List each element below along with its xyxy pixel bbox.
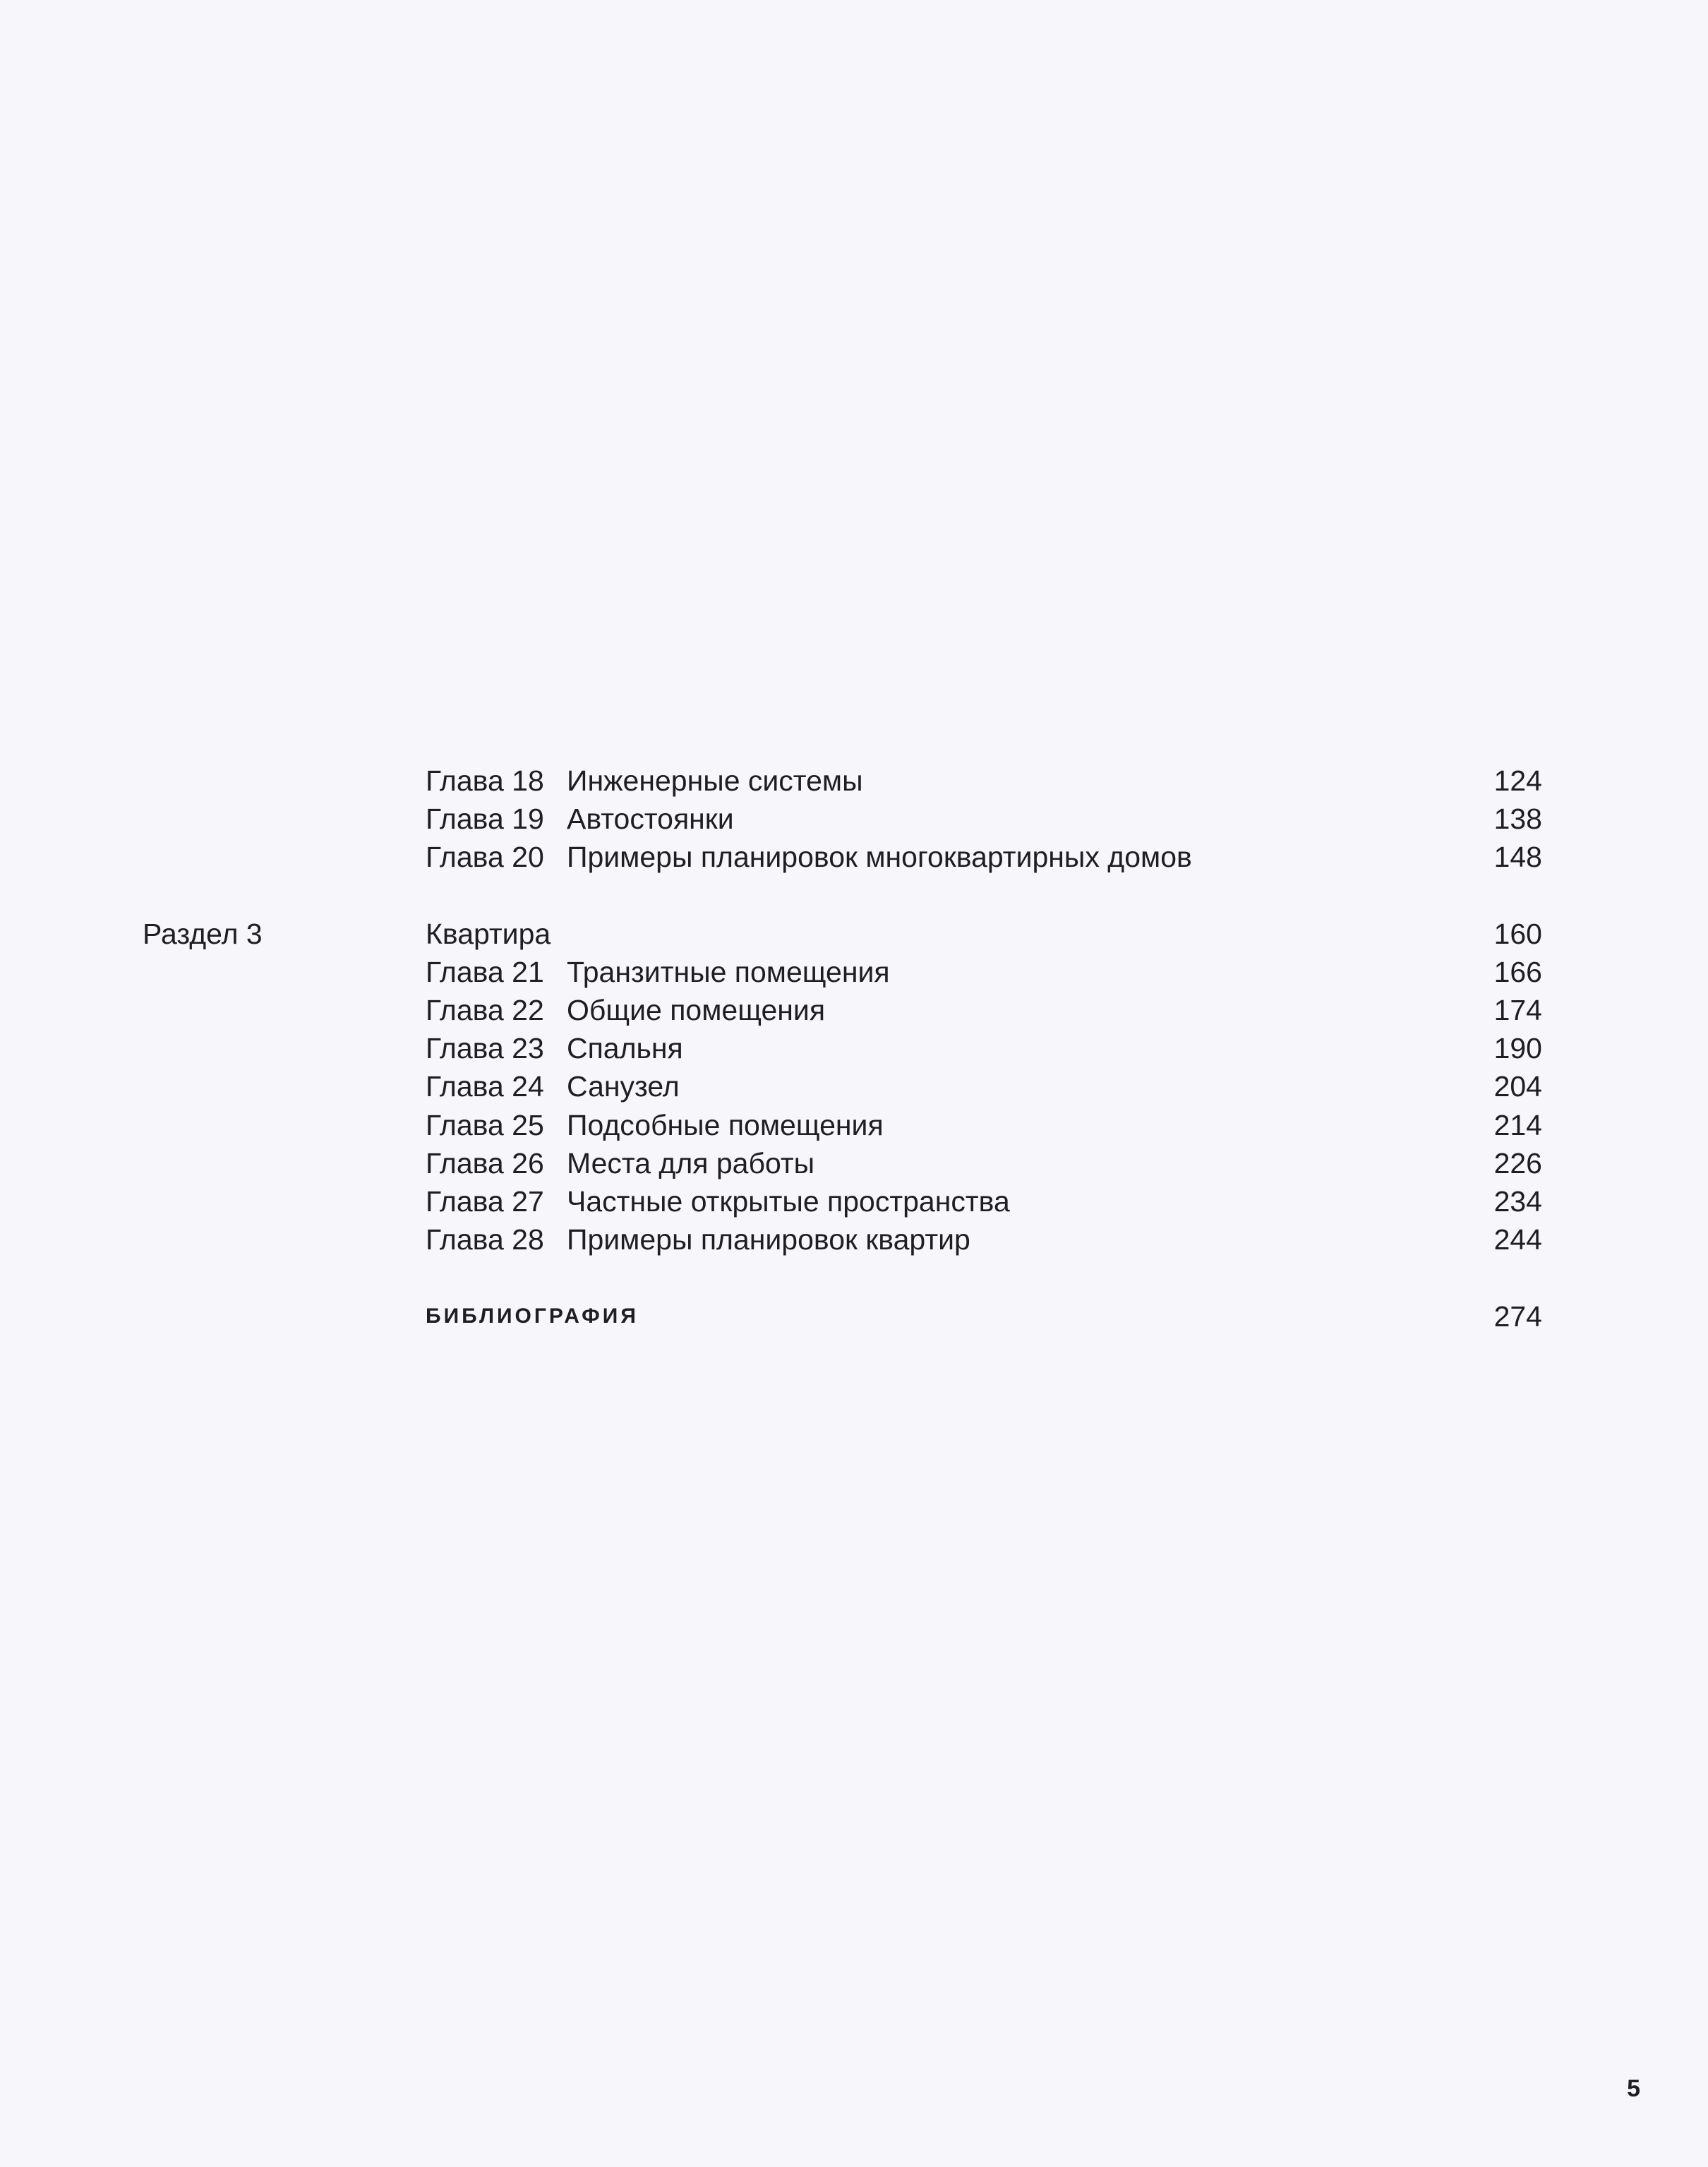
section-title: Квартира <box>426 918 551 950</box>
chapter-title: Общие помещения <box>567 994 826 1026</box>
page-number: 274 <box>1493 1300 1542 1333</box>
toc-row-chapter-24[interactable] <box>0 1067 1708 1105</box>
bibliography-label: БИБЛИОГРАФИЯ <box>426 1304 639 1328</box>
toc-row-chapter-22[interactable] <box>0 991 1708 1029</box>
chapter-number: Глава 28 <box>426 1223 544 1256</box>
toc-row-chapter-18[interactable] <box>0 762 1708 800</box>
page-number: 138 <box>1493 803 1542 835</box>
page-number: 190 <box>1493 1032 1542 1064</box>
chapter-title: Подсобные помещения <box>567 1109 884 1141</box>
chapter-title: Автостоянки <box>567 803 734 835</box>
page-number: 166 <box>1493 956 1542 988</box>
chapter-number: Глава 19 <box>426 803 544 835</box>
toc-row-chapter-28[interactable] <box>0 1220 1708 1259</box>
toc-row-chapter-21[interactable] <box>0 953 1708 991</box>
chapter-title: Примеры планировок многоквартирных домов <box>567 841 1192 873</box>
chapter-number: Глава 22 <box>426 994 544 1026</box>
chapter-title: Транзитные помещения <box>567 956 890 988</box>
page-number: 226 <box>1493 1147 1542 1179</box>
toc-row-chapter-26[interactable] <box>0 1144 1708 1182</box>
chapter-title: Санузел <box>567 1070 680 1103</box>
chapter-number: Глава 27 <box>426 1185 544 1218</box>
chapter-title: Примеры планировок квартир <box>567 1223 970 1256</box>
chapter-number: Глава 20 <box>426 841 544 873</box>
chapter-number: Глава 18 <box>426 764 544 797</box>
chapter-number: Глава 21 <box>426 956 544 988</box>
toc-row-chapter-25[interactable] <box>0 1106 1708 1144</box>
page-number: 174 <box>1493 994 1542 1026</box>
chapter-number: Глава 24 <box>426 1070 544 1103</box>
page-number: 244 <box>1493 1223 1542 1256</box>
toc-row-bibliography[interactable] <box>0 1297 1708 1335</box>
page-number: 214 <box>1493 1109 1542 1141</box>
toc-row-chapter-27[interactable] <box>0 1182 1708 1220</box>
toc-row-chapter-20[interactable] <box>0 838 1708 876</box>
toc-row-section-3[interactable] <box>0 915 1708 953</box>
page-number: 204 <box>1493 1070 1542 1103</box>
chapter-title: Спальня <box>567 1032 683 1064</box>
page-folio: 5 <box>1627 2075 1640 2102</box>
chapter-number: Глава 26 <box>426 1147 544 1179</box>
chapter-number: Глава 23 <box>426 1032 544 1064</box>
chapter-number: Глава 25 <box>426 1109 544 1141</box>
chapter-title: Места для работы <box>567 1147 815 1179</box>
toc-row-chapter-23[interactable] <box>0 1029 1708 1067</box>
page-number: 234 <box>1493 1185 1542 1218</box>
page-number: 148 <box>1493 841 1542 873</box>
page-number: 124 <box>1493 764 1542 797</box>
page-number: 160 <box>1493 918 1542 950</box>
section-number: Раздел 3 <box>143 918 263 950</box>
toc-row-chapter-19[interactable] <box>0 800 1708 838</box>
chapter-title: Частные открытые пространства <box>567 1185 1010 1218</box>
chapter-title: Инженерные системы <box>567 764 863 797</box>
